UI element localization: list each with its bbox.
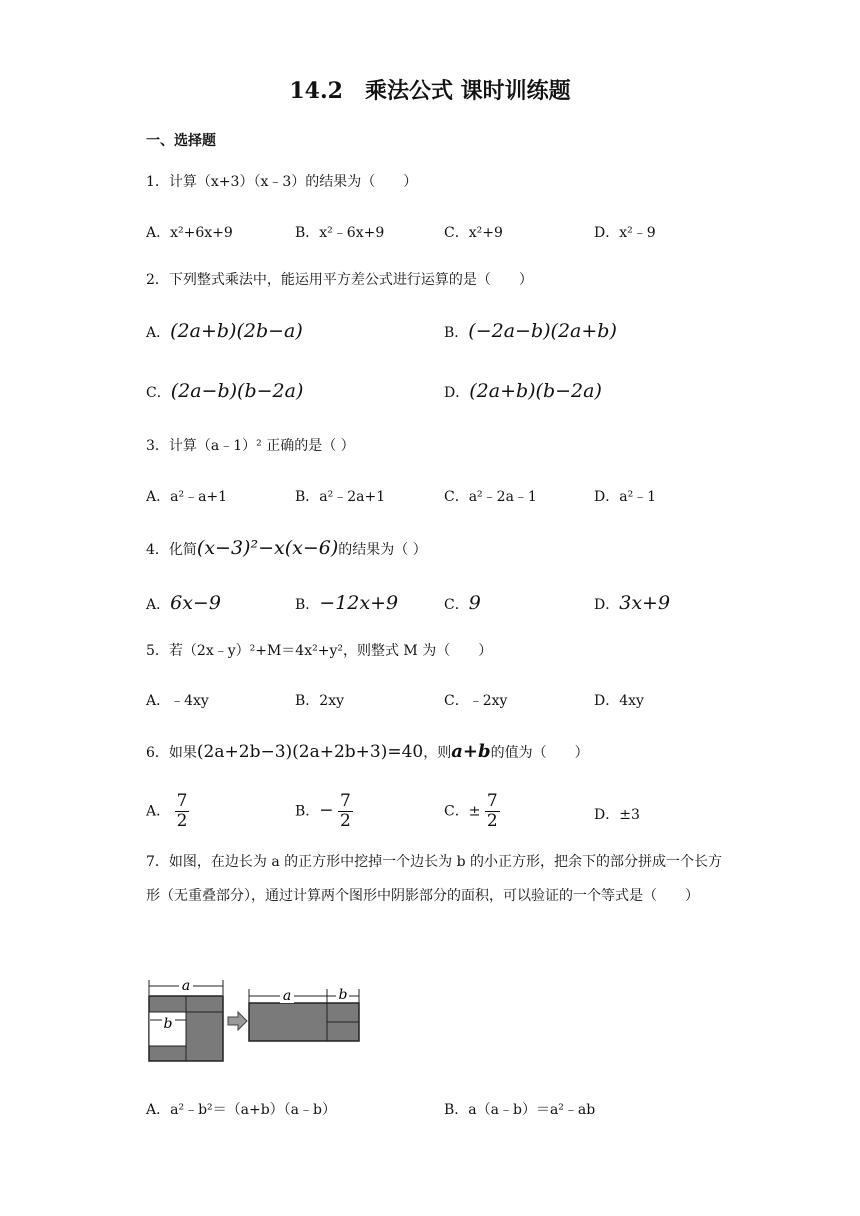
q7-stem: 7．如图，在边长为 a 的正方形中挖掉一个边长为 b 的小正方形，把余下的部分拼成一个长方形（无重叠部分），通过计算两个图形中阴影部分的面积，可以验证的一个等式是（ ） [146,854,723,904]
q4-suffix: 的结果为（ ） [338,542,427,558]
q5-option-d: D．4xy [594,693,644,709]
q2-option-b [444,320,617,342]
dim-label-b2: b [338,987,348,1003]
q6-suffix: 的值为（ ） [490,745,589,761]
q6-option-b-sign: − [319,800,334,821]
q3-option-c: C．a²﹣2a﹣1 [444,489,537,505]
q6-option-b-fraction [338,792,353,831]
q4-expr: (x−3)²−x(x−6) [196,537,339,559]
q2-option-c [146,380,303,402]
q4-option-c [444,592,481,614]
q6-option-d: D．±3 [594,807,640,823]
q7-option-b: B．a（a﹣b）＝a²﹣ab [444,1102,596,1118]
q6-mid: ，则 [423,745,452,761]
q6-option-c-sign: ± [468,803,481,820]
q4-option-a [146,592,221,614]
q2-option-a-expr: (2a+b)(2b−a) [170,320,303,342]
q6-option-c-denominator: 2 [486,811,498,831]
section-heading: 一、选择题 [146,133,216,149]
q4-option-b-expr: −12x+9 [319,592,399,614]
q2-option-b-label: B． [444,325,469,341]
q6-option-c-numerator: 7 [486,791,498,811]
dim-label-b1: b [163,1016,173,1032]
q6-option-a-label: A． [146,803,171,820]
q4-prefix: 4．化简 [146,542,197,558]
q4-option-c-label: C． [444,597,469,613]
q6-option-a [146,792,189,831]
q3-stem: 3．计算（a﹣1）² 正确的是（ ） [146,438,355,454]
q6-option-b-denominator: 2 [340,811,351,831]
q2-option-a-label: A． [146,325,171,341]
q3-option-a: A．a²﹣a+1 [146,489,228,505]
q6-stem [146,742,589,763]
q6-option-b-label: B． [295,803,320,820]
dim-label-a2: a [282,988,292,1004]
q6-option-c-label: C． [444,803,469,820]
q5-option-b: B．2xy [295,693,344,709]
q4-option-d-label: D． [594,597,620,613]
q4-option-d-expr: 3x+9 [619,592,671,614]
q6-option-c-fraction [485,792,500,831]
q1-option-d: D．x²﹣9 [594,225,656,241]
q2-option-d-expr: (2a+b)(b−2a) [469,380,602,402]
q7-figure [146,975,366,1065]
q4-stem [146,538,427,560]
q6-option-b-numerator: 7 [340,791,351,811]
q6-option-b [295,792,353,831]
q2-option-c-expr: (2a−b)(b−2a) [170,380,304,402]
q1-option-c: C．x²+9 [444,225,503,241]
q6-prefix: 6．如果 [146,745,197,761]
q1-option-b: B．x²﹣6x+9 [295,225,385,241]
arrow-icon [228,1012,247,1030]
q5-option-c: C．﹣2xy [444,693,508,709]
q1-stem: 1．计算（x+3）（x﹣3）的结果为（ ） [146,174,418,190]
q2-option-c-label: C． [146,385,171,401]
q6-option-a-numerator: 7 [176,791,188,811]
dim-label-a1: a [181,978,191,994]
q2-option-b-expr: (−2a−b)(2a+b) [468,320,617,342]
q3-option-d: D．a²﹣1 [594,489,657,505]
q4-option-a-label: A． [146,597,171,613]
q4-option-b-label: B． [295,597,320,613]
q4-option-a-expr: 6x−9 [170,592,221,614]
q6-expr: (2a+2b−3)(2a+2b+3)=40 [196,742,424,762]
q4-option-d [594,592,670,614]
q2-option-a [146,320,303,342]
q2-option-d-label: D． [444,385,470,401]
q6-option-c [444,792,500,831]
q1-option-a: A．x²+6x+9 [146,225,233,241]
q6-option-a-denominator: 2 [176,811,188,831]
q6-var: a+b [451,741,491,762]
q5-option-a: A．﹣4xy [146,693,209,709]
q2-stem: 2．下列整式乘法中，能运用平方差公式进行运算的是（ ） [146,272,533,288]
q3-option-b: B．a²﹣2a+1 [295,489,386,505]
q6-option-a-fraction [175,792,190,831]
q5-stem: 5．若（2x﹣y）²+M＝4x²+y²，则整式 M 为（ ） [146,643,493,659]
q4-option-c-expr: 9 [468,592,481,614]
q2-option-d [444,380,602,402]
q7-option-a: A．a²﹣b²＝（a+b）（a﹣b） [146,1102,336,1118]
page-title: 14.2 乘法公式 课时训练题 [289,78,571,104]
q4-option-b [295,592,398,614]
